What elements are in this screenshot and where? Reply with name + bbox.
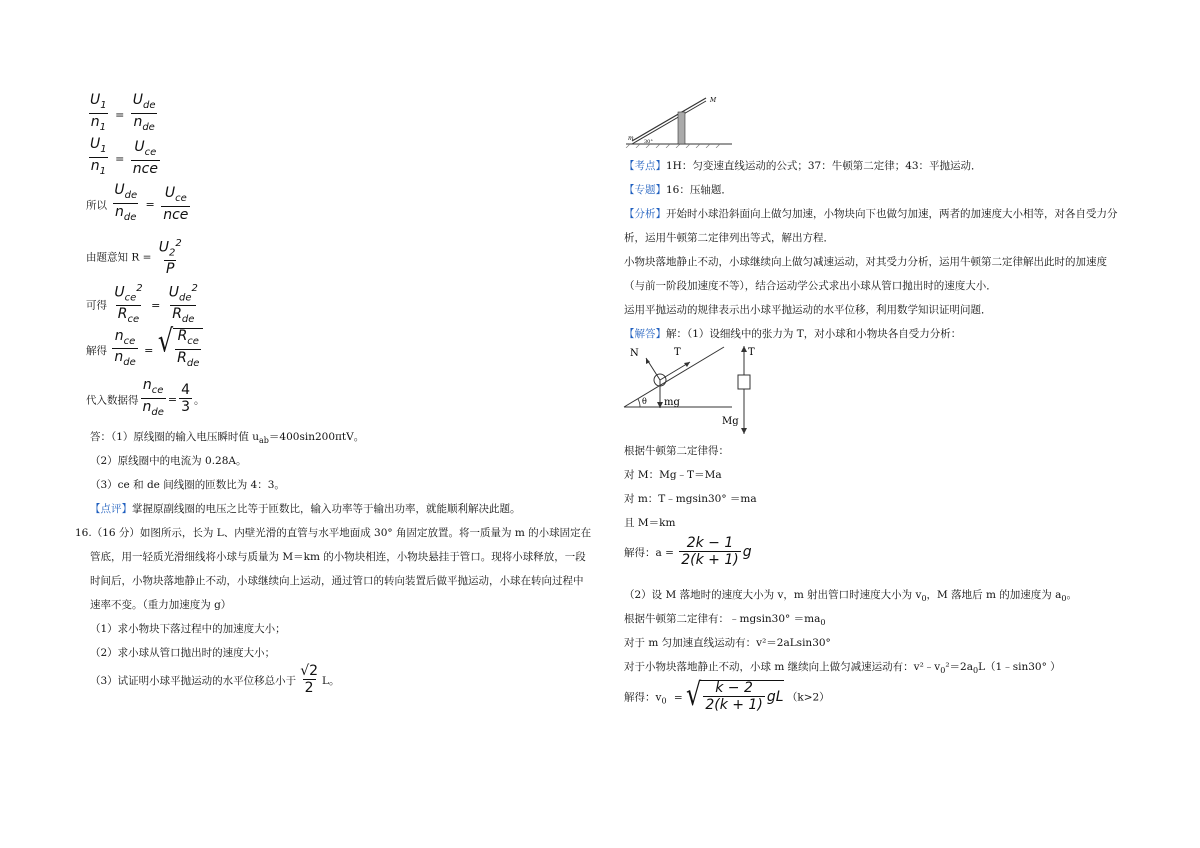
q16-line-3: 时间后，小物块落地静止不动，小球继续向上运动，通过管口的转向装置后做平抛运动，小球在转向过程中 xyxy=(90,575,584,587)
label-Mg: Mg xyxy=(722,416,739,427)
fenxi-3: 小物块落地静止不动，小球继续向上做匀减速运动，对其受力分析，运用牛顿第二定律解出此时的加速度 xyxy=(624,256,1107,268)
label-mg: mg xyxy=(664,397,680,408)
incline-tube-figure xyxy=(624,94,734,148)
q16-line-4: 速率不变。（重力加速度为 g） xyxy=(90,599,232,611)
jieda-1: 【解答】解：（1）设细线中的张力为 T，对小球和小物块各自受力分析： xyxy=(624,328,962,340)
label-T-ball: T xyxy=(674,347,681,358)
jieda-tag: 【解答】 xyxy=(624,328,666,340)
uniform-accel: 对于 m 匀加速直线运动有：v²＝2aLsin30° xyxy=(624,637,831,649)
eq4-prefix: 由题意知 R = xyxy=(86,251,152,264)
label-N: N xyxy=(630,348,639,359)
answer-2: （2）原线圈中的电流为 0.28A。 xyxy=(90,455,247,467)
q16-sub-1: （1）求小物块下落过程中的加速度大小； xyxy=(90,623,286,635)
label-theta: θ xyxy=(642,397,647,406)
eq-M-km: 且 M＝km xyxy=(624,517,676,529)
eq3-prefix: 所以 xyxy=(86,199,107,212)
eq7-prefix: 代入数据得 xyxy=(86,394,139,407)
zhuanti-tag: 【专题】 xyxy=(624,184,666,196)
inset-label-M: M xyxy=(710,97,717,104)
answer-1: 答：（1）原线圈的输入电压瞬时值 $u_{ab}=400\sin 200\pi tV$。 xyxy=(90,431,365,446)
eq7-suffix: 。 xyxy=(194,394,205,407)
equation-substitute: 代入数据得 $\frac{n_{ce}}{n_{de}}$ = $\frac{4}{3}$ 。 xyxy=(86,378,205,421)
fenxi-4: （与前一阶段加速度不等），结合运动学公式求出小球从管口抛出时的速度大小． xyxy=(624,280,997,292)
q16-sub-3: （3）试证明小球平抛运动的水平位移总小于 $\frac{√2}{2}$ L。 xyxy=(90,663,340,696)
q16-line-1: 16.（16 分）如图所示，长为 L、内壁光滑的直管与水平地面成 30° 角固定放置。将一质量为 m 的小球固定在 xyxy=(75,527,592,539)
equation-u1-ude: $\frac{U_1}{n_1}$ = $\frac{U_{de}}{n_{de}}$ xyxy=(86,93,160,136)
newton-intro: 根据牛顿第二定律得： xyxy=(624,445,729,457)
part2-intro: （2）设 M 落地时的速度大小为 v，m 射出管口时速度大小为 $v_0$，M 落地后 m 的加速度为 $a_0$。 xyxy=(624,589,1077,604)
zhuanti: 【专题】16：压轴题． xyxy=(624,184,732,196)
fenxi-1: 【分析】开始时小球沿斜面向上做匀加速，小物块向下也做匀加速，两者的加速度大小相等，对各自受力分 xyxy=(624,208,1118,220)
label-T-block: T xyxy=(748,347,755,358)
solve-a: 解得：a = $\frac{2k - 1}{2(k + 1)}$ g xyxy=(624,535,752,568)
eq5-prefix: 可得 xyxy=(86,299,107,312)
comment-tag: 【点评】 xyxy=(90,503,132,515)
equation-r: 由题意知 R = $\frac{U_2^2}{P}$ xyxy=(86,238,182,278)
equation-power: 可得 $\frac{U_{ce}^2}{R_{ce}}$ = $\frac{U_{de}^2}{R_{de}}$ xyxy=(86,281,202,328)
fenxi-5: 运用平抛运动的规律表示出小球平抛运动的水平位移，利用数学知识证明问题． xyxy=(624,304,992,316)
inset-label-angle: 30° xyxy=(644,139,653,145)
fenxi-tag: 【分析】 xyxy=(624,208,666,220)
inset-label-m: m xyxy=(628,135,634,142)
newton2: 根据牛顿第二定律有：﹣mgsin30° $=ma_0$ xyxy=(624,613,826,628)
equation-ratio-sqrt: 解得 $\frac{n_{ce}}{n_{de}}$ = √ $\frac{R_{ce}}{R_{de}}$ xyxy=(86,328,203,372)
solve-v0: 解得：$v_0$ = √ $\frac{k - 2}{2(k + 1)}$ gL （k>2） xyxy=(624,676,830,713)
decel-eq: 对于小物块落地静止不动，小球 m 继续向上做匀减速运动有：$v^2﹣v_0^2=2a_0L(1﹣\sin 30^\circ$ ） xyxy=(624,661,1061,676)
equation-u1-uce: $\frac{U_1}{n_1}$ = $\frac{U_{ce}}{\text{nce}}$ xyxy=(86,137,162,180)
fenxi-2: 析，运用牛顿第二定律列出等式，解出方程． xyxy=(624,232,834,244)
q16-line-2: 管底，用一轻质光滑细线将小球与质量为 M＝km 的小物块相连，小物块悬挂于管口。现将小球释放，一段 xyxy=(90,551,586,563)
eq6-prefix: 解得 xyxy=(86,344,107,357)
eq-for-m: 对 m：T﹣mgsin30° ＝ma xyxy=(624,493,757,505)
kaodian-tag: 【考点】 xyxy=(624,160,666,172)
eq-for-M: 对 M：Mg﹣T＝Ma xyxy=(624,469,722,481)
kaodian: 【考点】1H：匀变速直线运动的公式；37：牛顿第二定律；43：平抛运动． xyxy=(624,160,982,172)
force-diagram xyxy=(622,342,762,438)
equation-ude-uce: 所以 $\frac{U_{de}}{n_{de}}$ = $\frac{U_{ce}}{\text{nce}}$ xyxy=(86,183,192,226)
comment: 【点评】掌握原副线圈的电压之比等于匝数比，输入功率等于输出功率，就能顺利解决此题。 xyxy=(90,503,521,515)
answer-3: （3）ce 和 de 间线圈的匝数比为 4：3。 xyxy=(90,479,285,491)
q16-sub-2: （2）求小球从管口抛出时的速度大小； xyxy=(90,647,276,659)
